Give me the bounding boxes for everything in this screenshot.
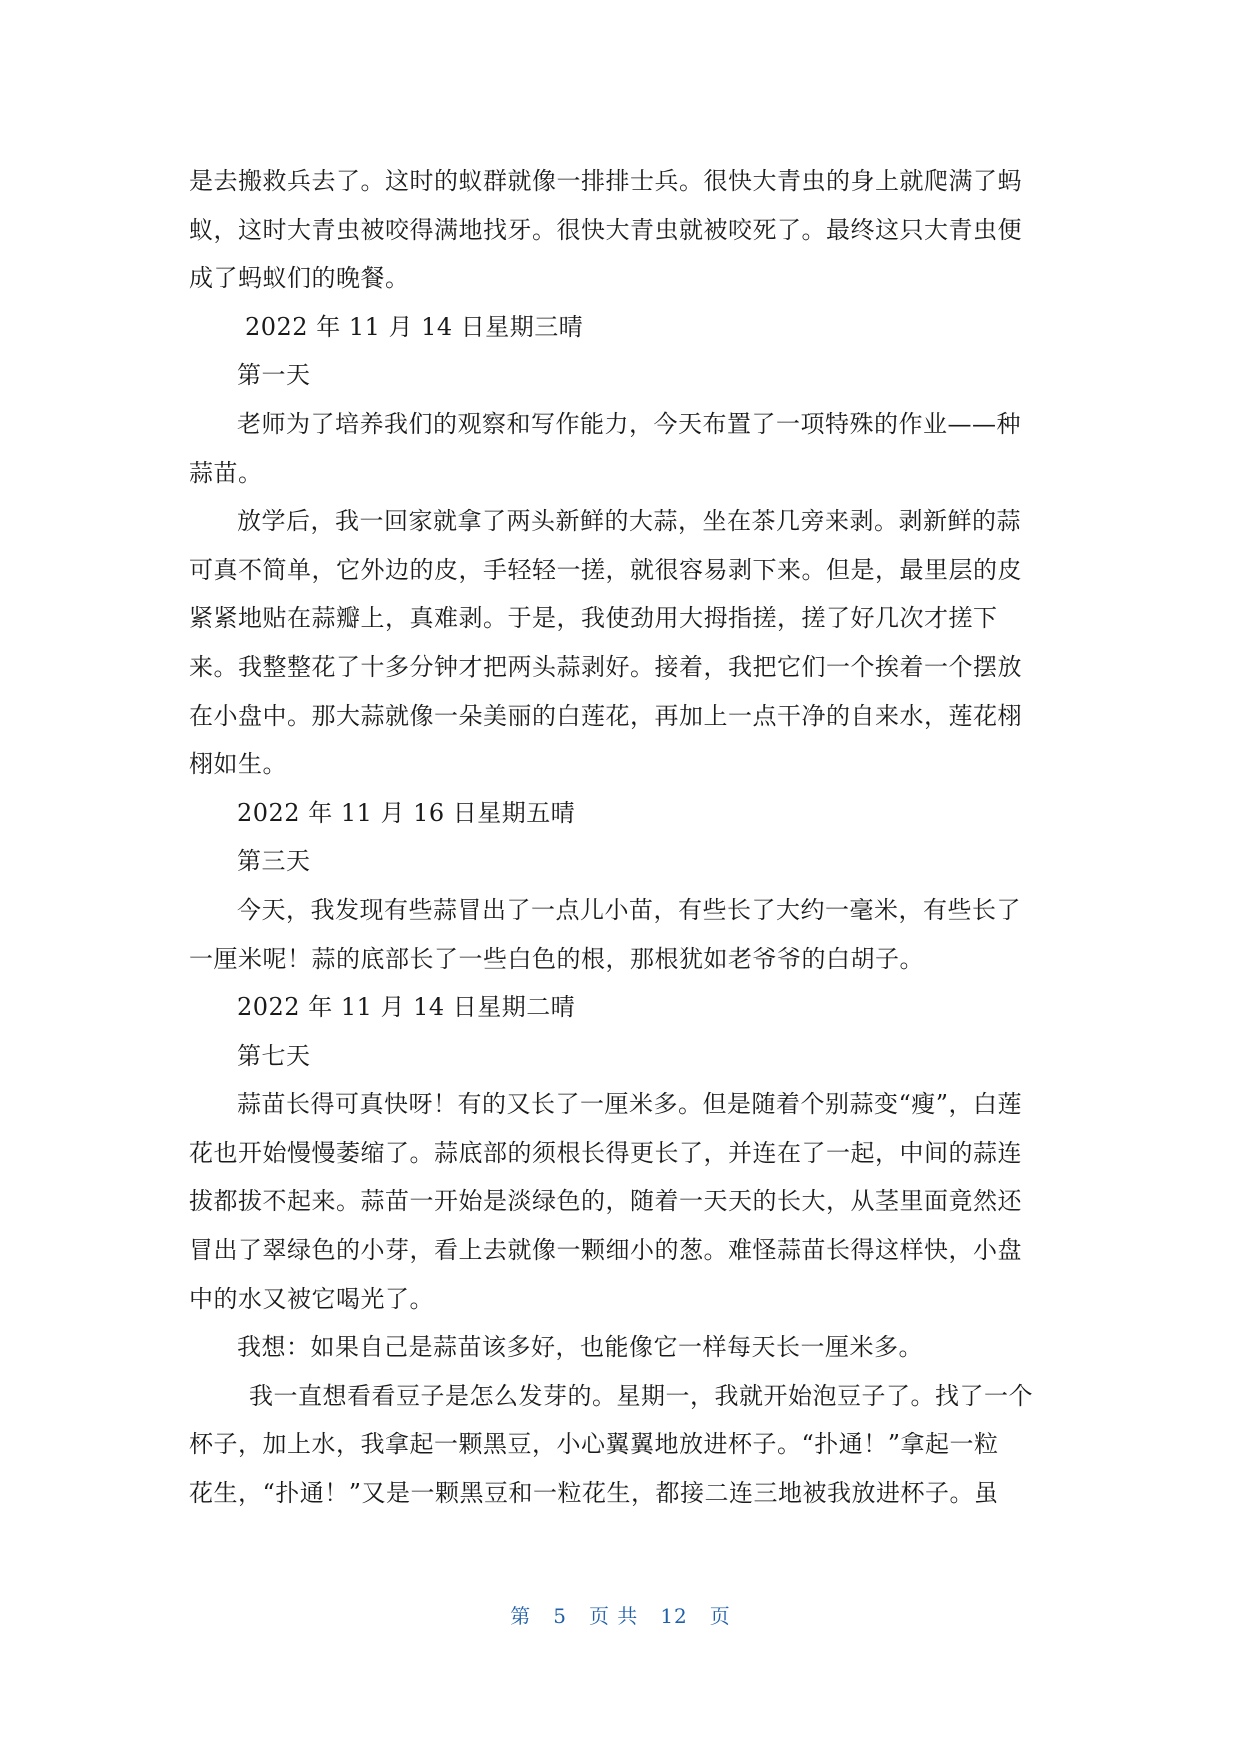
current-page-number: 5 bbox=[553, 1604, 567, 1628]
text-line: 我一直想看看豆子是怎么发芽的。星期一，我就开始泡豆子了。找了一个 bbox=[249, 1381, 1033, 1410]
text-line: 杯子，加上水，我拿起一颗黑豆，小心翼翼地放进杯子。“扑通！”拿起一粒 bbox=[189, 1430, 999, 1459]
text-line: 紧紧地贴在蒜瓣上，真难剥。于是，我使劲用大拇指搓，搓了好几次才搓下 bbox=[189, 604, 998, 633]
text-line: 第三天 bbox=[237, 847, 311, 876]
text-line: 拔都拔不起来。蒜苗一开始是淡绿色的，随着一天天的长大，从茎里面竟然还 bbox=[189, 1187, 1022, 1216]
document-body bbox=[189, 157, 1051, 1518]
text-line: 第一天 bbox=[237, 361, 311, 390]
text-line: 老师为了培养我们的观察和写作能力，今天布置了一项特殊的作业——种 bbox=[237, 409, 1021, 438]
text-line: 成了蚂蚁们的晚餐。 bbox=[189, 264, 410, 293]
total-page-count: 12 bbox=[660, 1604, 688, 1628]
text-line: 我想：如果自己是蒜苗该多好，也能像它一样每天长一厘米多。 bbox=[237, 1333, 923, 1362]
text-line: 中的水又被它喝光了。 bbox=[189, 1284, 434, 1313]
footer-prefix: 第 bbox=[510, 1604, 532, 1628]
page-footer bbox=[0, 1600, 1241, 1629]
text-line: 冒出了翠绿色的小芽，看上去就像一颗细小的葱。难怪蒜苗长得这样快，小盘 bbox=[189, 1236, 1022, 1265]
text-line: 蒜苗长得可真快呀！有的又长了一厘米多。但是随着个别蒜变“瘦”，白莲 bbox=[237, 1090, 1023, 1119]
text-line: 栩如生。 bbox=[189, 750, 287, 779]
footer-middle: 页 共 bbox=[588, 1604, 639, 1628]
text-line: 放学后，我一回家就拿了两头新鲜的大蒜，坐在茶几旁来剥。剥新鲜的蒜 bbox=[237, 507, 1021, 536]
text-line: 花生，“扑通！”又是一颗黑豆和一粒花生，都接二连三地被我放进杯子。虽 bbox=[189, 1479, 999, 1508]
text-line: 是去搬救兵去了。这时的蚁群就像一排排士兵。很快大青虫的身上就爬满了蚂 bbox=[189, 167, 1022, 195]
text-line: 2022 年 11 月 14 日星期二晴 bbox=[237, 993, 576, 1022]
text-line: 一厘米呢！蒜的底部长了一些白色的根，那根犹如老爷爷的白胡子。 bbox=[189, 944, 924, 973]
text-line: 可真不简单，它外边的皮，手轻轻一搓，就很容易剥下来。但是，最里层的皮 bbox=[189, 555, 1022, 584]
text-line: 花也开始慢慢萎缩了。蒜底部的须根长得更长了，并连在了一起，中间的蒜连 bbox=[189, 1138, 1022, 1167]
text-line: 在小盘中。那大蒜就像一朵美丽的白莲花，再加上一点干净的自来水，莲花栩 bbox=[189, 701, 1022, 730]
text-line: 来。我整整花了十多分钟才把两头蒜剥好。接着，我把它们一个挨着一个摆放 bbox=[189, 652, 1022, 681]
text-line: 蒜苗。 bbox=[189, 458, 263, 487]
text-line: 2022 年 11 月 16 日星期五晴 bbox=[237, 798, 576, 827]
footer-suffix: 页 bbox=[709, 1604, 731, 1628]
text-line: 2022 年 11 月 14 日星期三晴 bbox=[245, 312, 584, 341]
text-line: 蚁，这时大青虫被咬得满地找牙。很快大青虫就被咬死了。最终这只大青虫便 bbox=[189, 215, 1022, 244]
text-line: 今天，我发现有些蒜冒出了一点儿小苗，有些长了大约一毫米，有些长了 bbox=[237, 895, 1021, 924]
text-line: 第七天 bbox=[237, 1041, 311, 1070]
